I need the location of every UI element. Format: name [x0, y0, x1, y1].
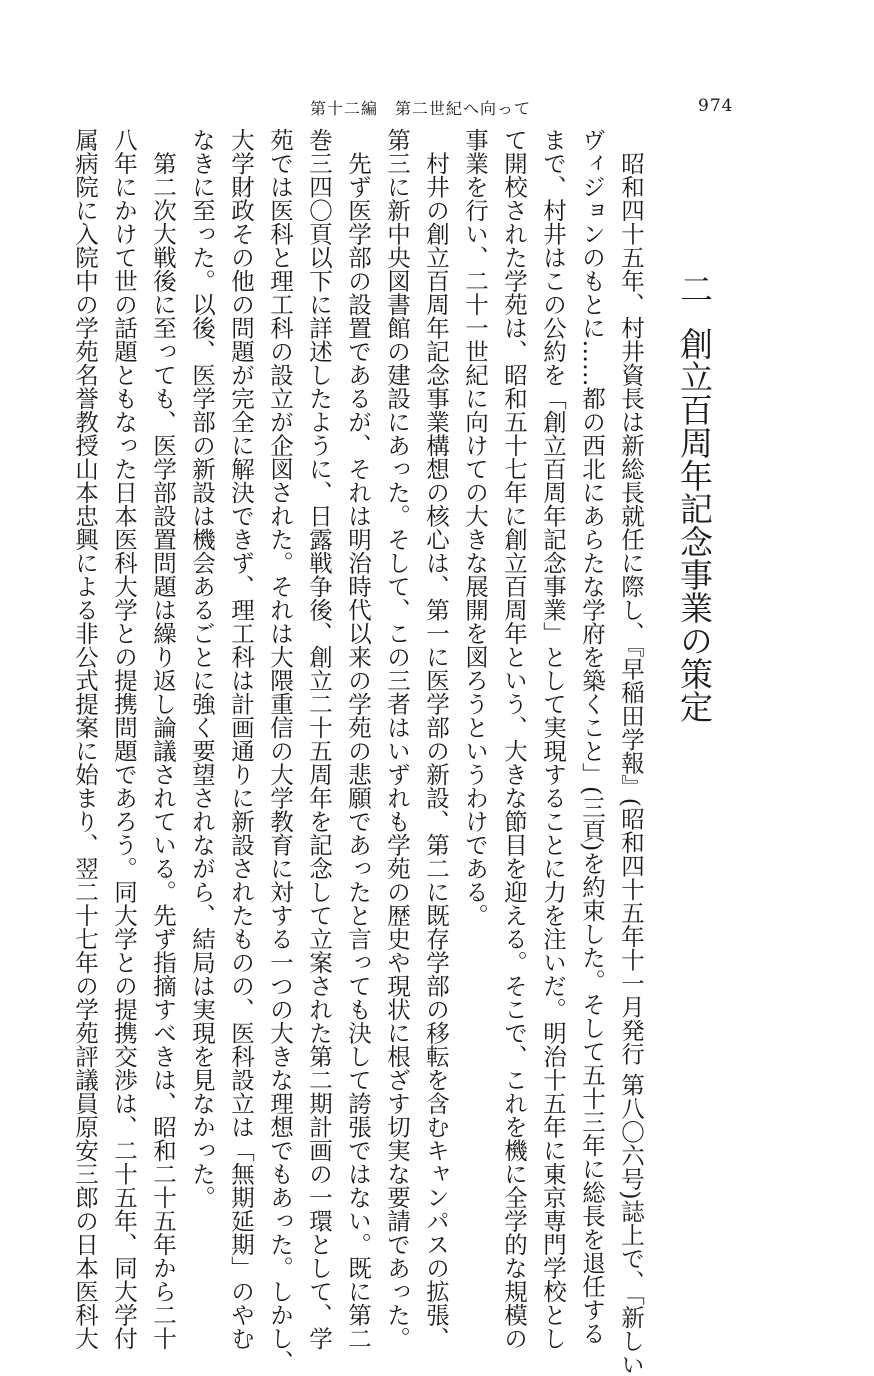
text-column: 巻三四〇頁以下に詳述したように、日露戦争後、創立二十五周年を記念して立案された第二期計画の一環として、学	[305, 128, 333, 1350]
text-column: 事業を行い、二十一世紀に向けての大きな展開を図ろうというわけである。	[461, 128, 489, 927]
text-column: 昭和四十五年、村井資長は新総長就任に際し、『早稲田学報』(昭和四十五年十一月発行 第八〇六号)誌上で、「新しい	[617, 128, 645, 1376]
text-column: 第三に新中央図書館の建設にあった。そして、この三者はいずれも学苑の歴史や現状に根ざす切実な要請であった。	[383, 128, 411, 1350]
page-number: 974	[698, 96, 734, 116]
section-heading: 創立百周年記念事業の策定	[675, 327, 714, 723]
text-column: て開校された学苑は、昭和五十七年に創立百周年という、大きな節目を迎える。そこで、これを機に全学的な規模の	[500, 128, 528, 1350]
section-title	[674, 272, 714, 723]
text-column: 苑では医科と理工科の設立が企図された。それは大隈重信の大学教育に対する一つの大きな理想でもあった。しかし、	[266, 128, 294, 1374]
text-column: 村井の創立百周年記念事業構想の核心は、第一に医学部の新設、第二に既存学部の移転を含むキャンパスの拡張、	[422, 128, 450, 1350]
running-header: 第十二編 第二世紀へ向って	[310, 99, 532, 118]
text-column: 第二次大戦後に至っても、医学部設置問題は繰り返し論議されている。先ず指摘すべきは、昭和二十五年から二十	[149, 128, 177, 1350]
text-column: 八年にかけて世の話題ともなった日本医科大学との提携問題であろう。同大学との提携交渉は、二十五年、同大学付	[110, 128, 138, 1350]
text-column: 大学財政その他の問題が完全に解決できず、理工科は計画通りに新設されたものの、医科設立は「無期延期」のやむ	[227, 128, 255, 1350]
text-column: 属病院に入院中の学苑名誉教授山本忠興による非公式提案に始まり、翌二十七年の学苑評議員原安三郎の日本医科大	[71, 128, 99, 1350]
text-column: まで、村井はこの公約を「創立百周年記念事業」として実現することに力を注いだ。明治十五年に東京専門学校とし	[539, 128, 567, 1350]
text-column: なきに至った。以後、医学部の新設は機会あるごとに強く要望されながら、結局は実現を見なかった。	[188, 128, 216, 1209]
section-number: 二	[675, 272, 714, 305]
text-column: 先ず医学部の設置であるが、それは明治時代以来の学苑の悲願であったと言っても決して誇張ではない。既に第二	[344, 128, 372, 1350]
text-column: ヴィジョンのもとに……都の西北にあらたな学府を築くこと」(三頁)を約束した。そして五十三年に総長を退任する	[578, 128, 606, 1345]
